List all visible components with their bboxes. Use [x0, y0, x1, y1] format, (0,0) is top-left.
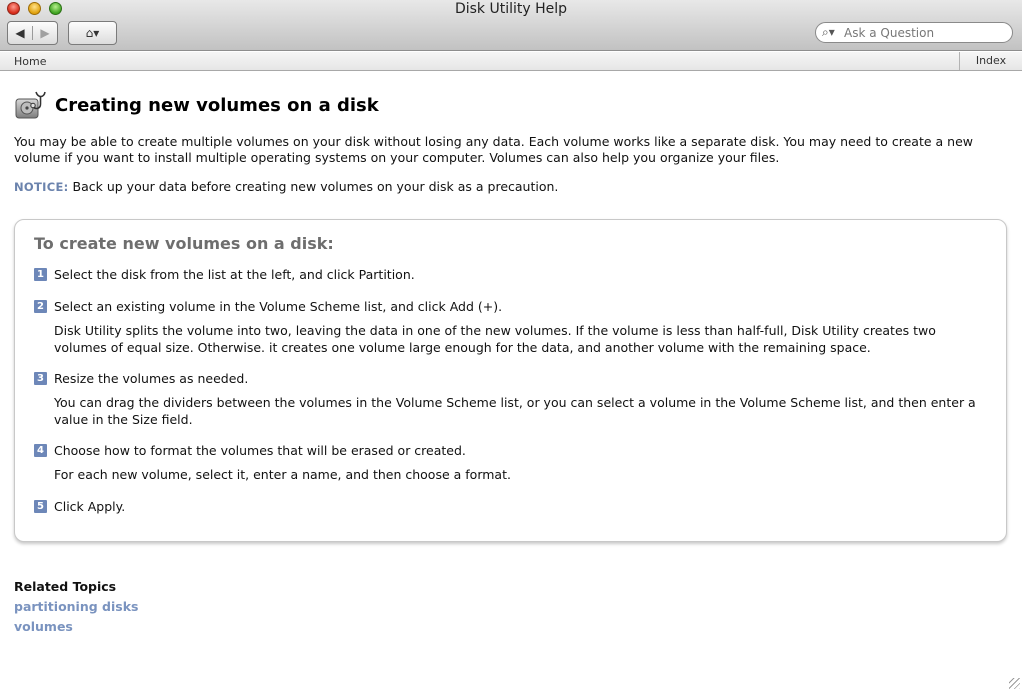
step-text: Resize the volumes as needed. [54, 371, 249, 386]
step-detail: Disk Utility splits the volume into two, leaving the data in one of the new volumes. If the volume is less than half-full, Disk Utility creates two volumes of equal size. Otherwise. it creates one volume large enough for the data, and another volume with the remaining space. [54, 323, 936, 355]
notice [14, 179, 558, 194]
home-button[interactable]: ⌂▾ [68, 21, 117, 45]
window-title: Disk Utility Help [454, 1, 568, 17]
back-forward-control [7, 21, 58, 45]
page-header [14, 88, 379, 122]
back-button[interactable]: ◀ [15, 26, 25, 40]
step-text: Select the disk from the list at the left, and click Partition. [54, 267, 415, 282]
resize-grip-icon[interactable] [1009, 678, 1020, 689]
intro-paragraph: You may be able to create multiple volumes on your disk without losing any data. Each volume works like a separate disk. You may need to create a new volume if you want to install multiple operating systems on your computer. Volumes can also help you organize your files. [14, 134, 973, 165]
task-title: To create new volumes on a disk: [34, 234, 334, 253]
breadcrumb [0, 52, 1022, 71]
related-link-volumes[interactable]: volumes [14, 619, 73, 634]
breadcrumb-home-link[interactable]: Home [14, 55, 47, 68]
forward-button[interactable]: ▶ [32, 26, 57, 40]
related-link-partitioning-disks[interactable]: partitioning disks [14, 599, 139, 614]
task-box [14, 219, 1007, 542]
step-number-badge: 2 [34, 300, 47, 313]
step-number-badge: 5 [34, 500, 47, 513]
step-number-badge: 4 [34, 444, 47, 457]
disk-utility-icon [14, 89, 48, 121]
related-topics-heading: Related Topics [14, 579, 117, 594]
notice-label: NOTICE: [14, 180, 69, 194]
step-detail: You can drag the dividers between the volumes in the Volume Scheme list, or you can select a volume in the Volume Scheme list, and then enter a value in the Size field. [54, 395, 976, 427]
step-detail: For each new volume, select it, enter a name, and then choose a format. [54, 467, 511, 482]
step-number-badge: 1 [34, 268, 47, 281]
search-input[interactable] [842, 25, 1006, 41]
step-number-badge: 3 [34, 372, 47, 385]
search-icon: ⌕▾ [822, 25, 835, 39]
index-button[interactable]: Index [959, 52, 1022, 70]
step-text: Choose how to format the volumes that will be erased or created. [54, 443, 466, 458]
search-field[interactable] [815, 22, 1013, 43]
window-toolbar [0, 0, 1022, 51]
notice-text: Back up your data before creating new volumes on your disk as a precaution. [72, 179, 559, 194]
step-text: Select an existing volume in the Volume Scheme list, and click Add (+). [54, 299, 503, 314]
step-text: Click Apply. [54, 499, 126, 514]
page-title: Creating new volumes on a disk [55, 94, 379, 116]
